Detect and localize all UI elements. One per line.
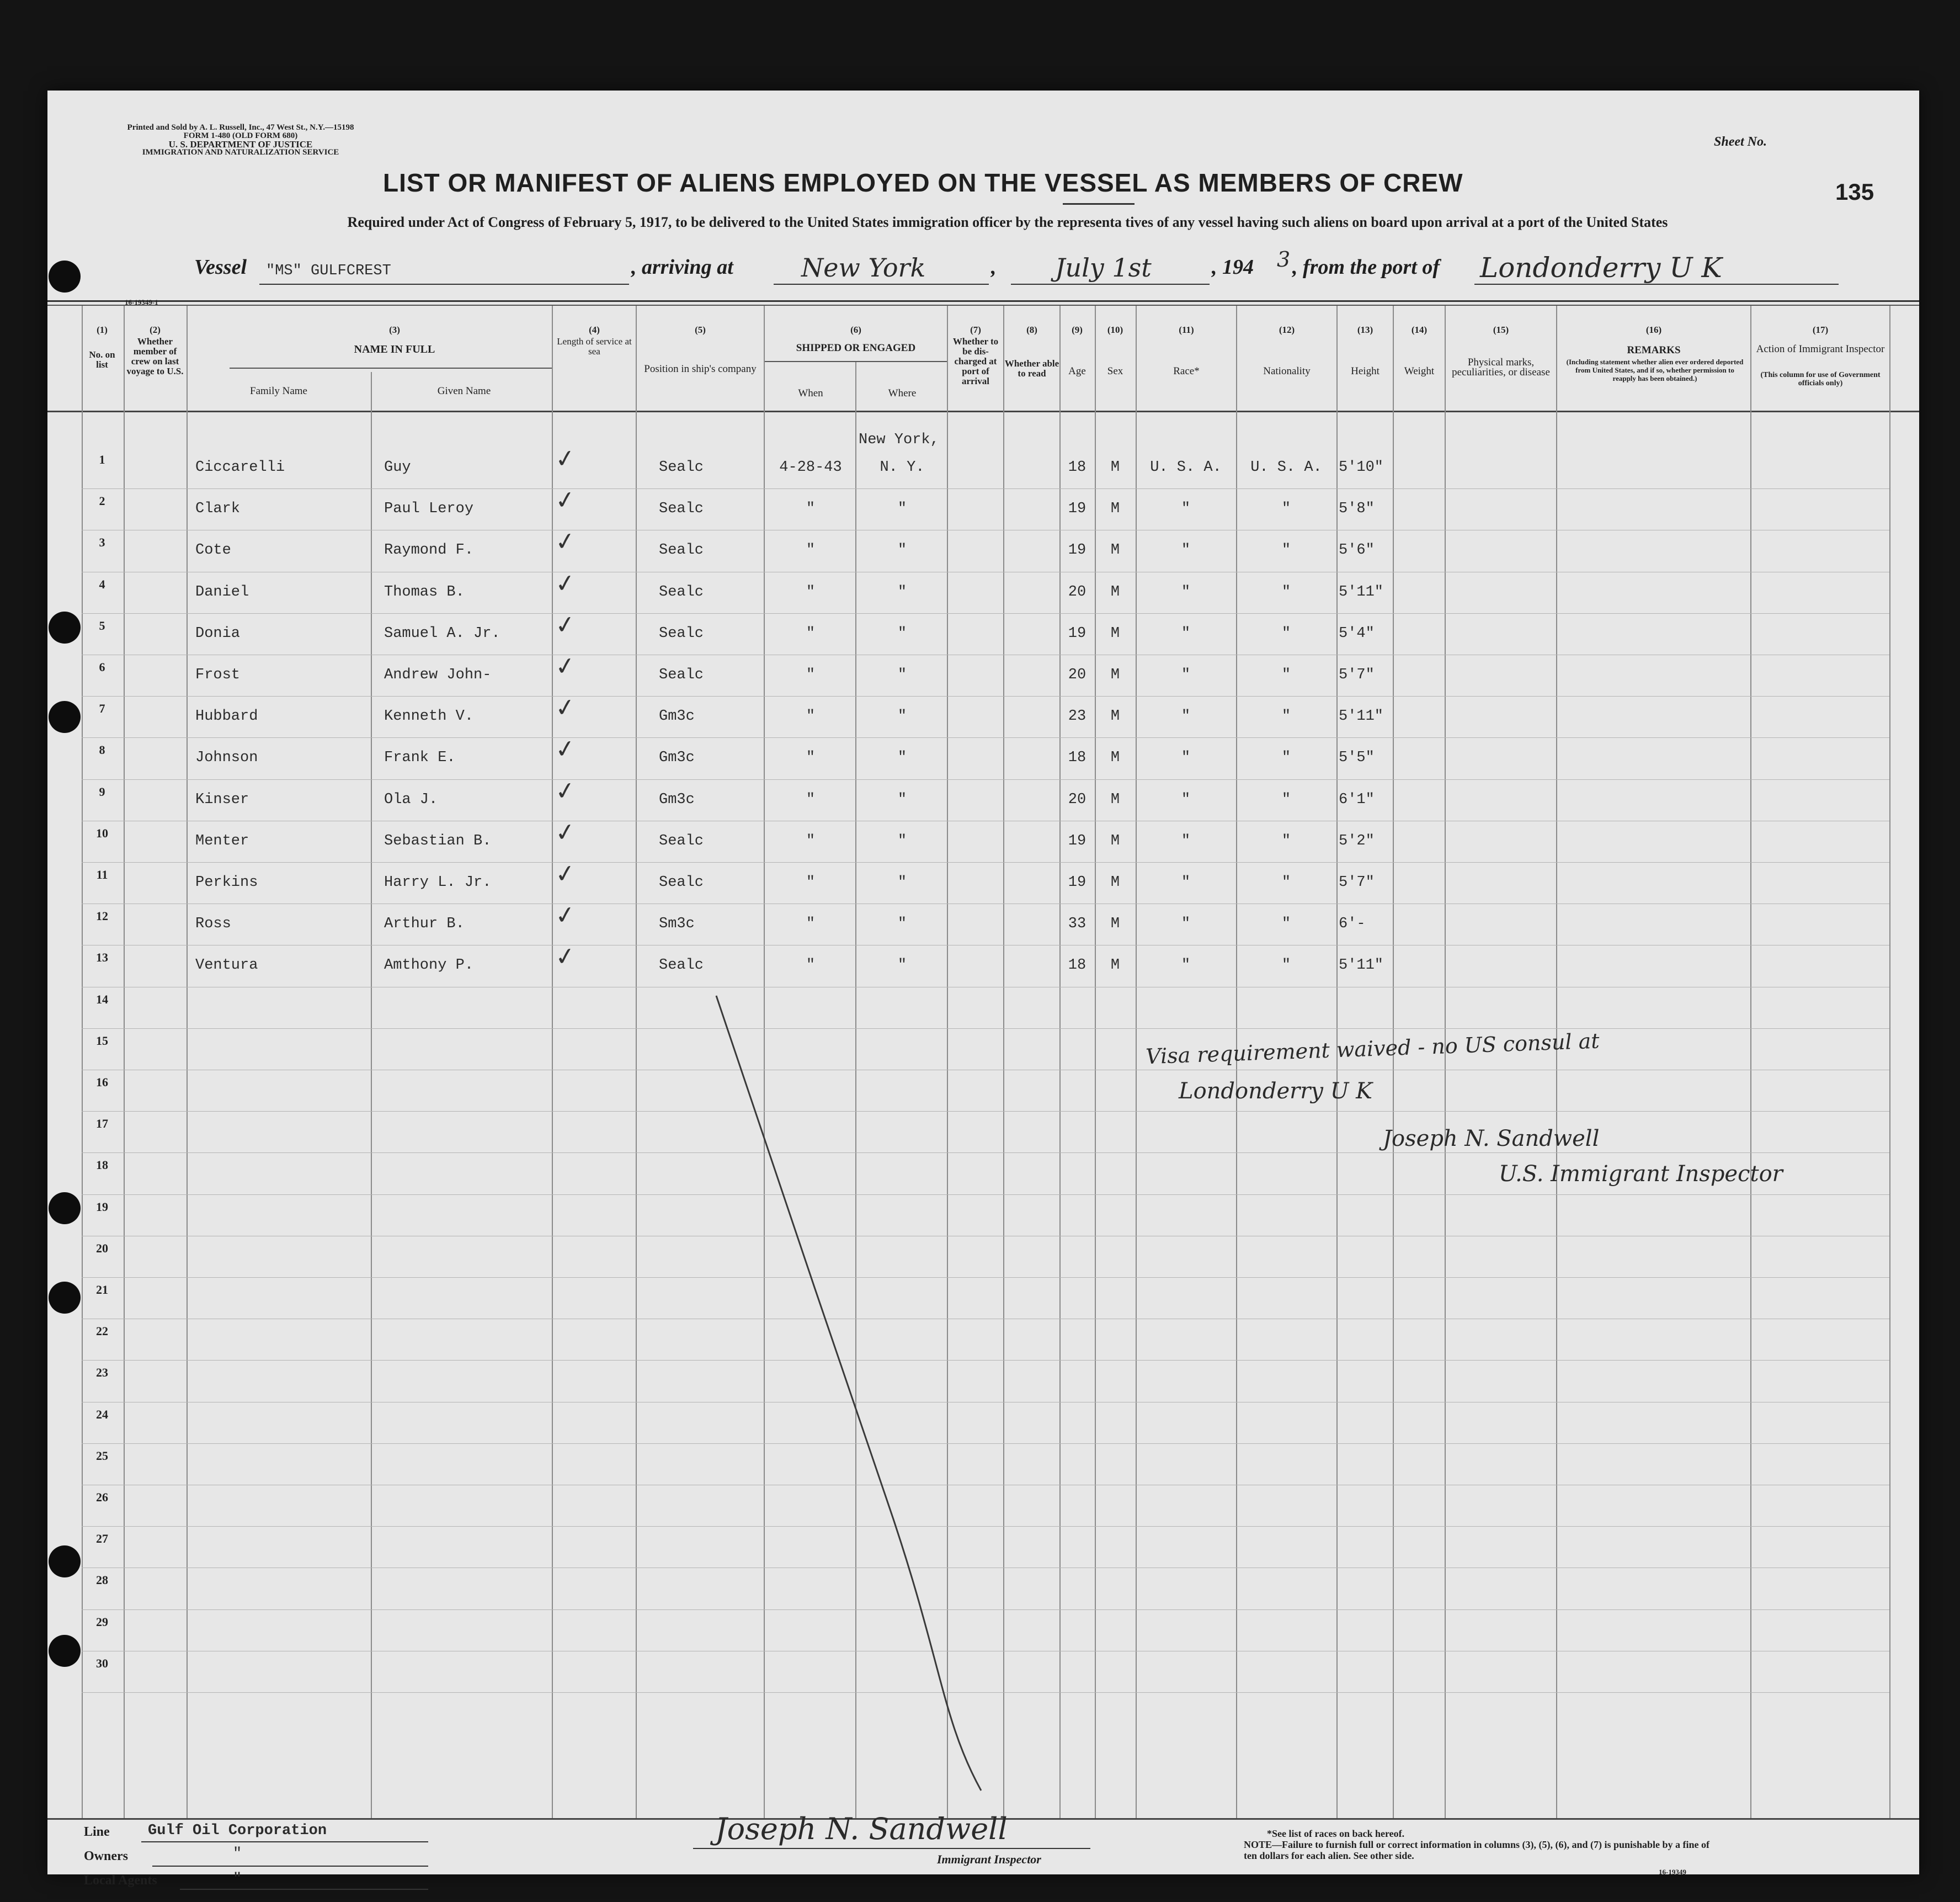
- printer-info: [86, 124, 395, 157]
- races-note: *See list of races on back hereof.: [1267, 1828, 1405, 1839]
- row-number: 19: [96, 1200, 108, 1214]
- age: 20: [1068, 791, 1086, 808]
- checkmark-icon: ✓: [553, 485, 578, 516]
- sex: M: [1110, 708, 1120, 725]
- header-position: Position in ship's company: [644, 363, 757, 375]
- binder-hole: [49, 1545, 81, 1577]
- row-number: 13: [96, 950, 108, 964]
- family-name: Clark: [195, 501, 241, 517]
- header-inspector-action: Action of Immigrant Inspector: [1756, 343, 1885, 355]
- header-where: Where: [888, 387, 917, 399]
- row-number: 29: [96, 1615, 108, 1629]
- row-number: 23: [96, 1366, 108, 1379]
- service: IMMIGRATION AND NATURALIZATION SERVICE: [142, 148, 339, 157]
- age: 19: [1068, 542, 1086, 559]
- row-rule: [82, 862, 1889, 863]
- position: Gm3c: [659, 791, 695, 808]
- header-weight: Weight: [1404, 365, 1435, 377]
- from-port: Londonderry U K: [1480, 252, 1722, 284]
- shipped-where: N. Y.: [880, 459, 925, 476]
- row-number: 2: [99, 494, 105, 508]
- binder-hole: [49, 612, 81, 644]
- header-last-voyage: Whether member of crew on last voyage to U.S.: [126, 336, 184, 376]
- sex: M: [1110, 957, 1120, 974]
- family-name: Johnson: [195, 750, 258, 766]
- sex: M: [1110, 833, 1120, 849]
- position: Sealc: [659, 625, 704, 642]
- given-name: Kenneth V.: [384, 708, 474, 725]
- arriving-label: , arriving at: [631, 256, 733, 279]
- row-number: 25: [96, 1449, 108, 1463]
- row-number: 24: [96, 1407, 108, 1421]
- sex: M: [1110, 459, 1120, 476]
- row-number: 6: [99, 660, 105, 674]
- row-number: 16: [96, 1075, 108, 1089]
- row-number: 5: [99, 619, 105, 633]
- header-age: Age: [1068, 365, 1086, 377]
- nationality: ": [1281, 708, 1291, 725]
- family-name: Menter: [195, 833, 249, 849]
- height: 5'8": [1339, 501, 1375, 517]
- height: 5'10": [1339, 459, 1384, 476]
- row-number: 14: [96, 992, 108, 1006]
- header-height: Height: [1351, 365, 1380, 377]
- arriving-port: New York: [801, 253, 926, 283]
- form-code-footer: 16-19349: [1659, 1868, 1686, 1876]
- age: 19: [1068, 625, 1086, 642]
- department: U. S. DEPARTMENT OF JUSTICE: [168, 139, 313, 150]
- row-rule: [82, 1526, 1889, 1527]
- penalty-note: NOTE—Failure to furnish full or correct information in columns (3), (5), (6), and (7) is punishable by a fine of ten dollars for each alien. See other side.: [1244, 1839, 1710, 1861]
- row-rule: [82, 488, 1889, 489]
- binder-hole: [49, 261, 81, 293]
- checkmark-icon: ✓: [553, 692, 578, 724]
- position: Sealc: [659, 667, 704, 683]
- shipped-where: ": [897, 542, 907, 559]
- position: Sealc: [659, 542, 704, 559]
- row-number: 4: [99, 577, 105, 591]
- shipped-where: ": [897, 625, 907, 642]
- family-name: Perkins: [195, 874, 258, 891]
- header-number: No. on list: [89, 349, 115, 370]
- shipped-when: ": [806, 667, 816, 683]
- race: ": [1181, 625, 1191, 642]
- header-when: When: [798, 387, 823, 399]
- manifest-sheet: Printed and Sold by A. L. Russell, Inc., 47 West St., N.Y.—15198 FORM 1-480 (OLD FORM 680) U. S. DEPARTMENT OF JUSTICE IMMIGRATION AND NATURALIZATION SERVICE Sheet No. 135 LIST OR MANIFEST OF ALIENS EMPLOYED ON THE VESSEL AS MEMBERS OF CREW Required under Act of Congress of February 5, 1917, to be delivered to the United States immigration officer by the representa tives of any vessel having such aliens on board upon arrival at a port of the United States Vessel "MS" GULFCREST , arriving at New York , July 1st , 194 3 , from the port of Londonderry U K 16-19349-1 (1) No. on list (2) Whether member of crew on last voyage to U.S. (3) NAME IN FULL Family Name Given Name (4) Length of service at sea (5) Position in ship's company (6) SHIPPED OR ENGAGED When Where (7) Whether to be dis-charged at port of arrival (8) Whether able to read (9) Age (10) Sex (11) Race* (12) Nationality (13) Height (14) Weight (15) Physical marks, peculiarities, or disease (16) REMARKS (Including statement whether alien ever ordered deported from United States, and if so, whether permission to reapply has been obtained.) (17) Action of Immigrant Inspector (This column for use of Government officials only) 1 2 3 4 5 6 7 8 9 10 11 12 13 14 15 16 17 18 19 20 21 22 23 24 25 26 27 28 29 30 New York, Ciccarelli Guy Sealc 4-28-43 N. Y. 18 M U. S. A. U. S. A. 5'10" ✓ Clark Paul Leroy Sealc " " 19 M " " 5'8" ✓ Cote Raymond F. Sealc " " 19 M " " 5'6" ✓ Daniel Thomas B. Sealc " " 20 M " " 5'11" ✓ Donia Samuel A. Jr. Sealc " " 19 M " " 5'4" ✓ Frost Andrew John- Sealc " " 20 M " " 5'7" ✓ Hubbard Kenneth V. Gm3c " " 23 M " " 5'11" ✓ Johnson Frank E. Gm3c " " 18 M " " 5'5" ✓ Kinser Ola J. Gm3c " " 20 M " " 6'1" ✓ Menter Sebastian B. Sealc " " 19 M " " 5'2" ✓ Perkins Harry L. Jr. Sealc " " 19 M " " 5'7" ✓ Ross Arthur B. Sm3c " " 33 M " " 6'- ✓ Ventura Amthony P. Sealc " " 18 M " " 5'11" ✓ Visa requirement waived - no US consul at Londonderry U K Joseph N. Sandwell U.S. Immigrant Inspector Line Gulf Oil Corporation Owners " Local Agents " Joseph N. Sandwell Immigrant Inspector *See list of races on back hereof. NOTE—Failure to furnish full or correct information in columns (3), (5), (6), and (7) is punishable by a fine of ten dollars for each alien. See other side. 16-19349: [47, 91, 1919, 1874]
- height: 5'6": [1339, 542, 1375, 559]
- checkmark-icon: ✓: [553, 775, 578, 807]
- row-rule: [82, 1028, 1889, 1029]
- checkmark-icon: ✓: [553, 568, 578, 599]
- header-name-in-full: NAME IN FULL: [354, 343, 435, 355]
- nationality: ": [1281, 667, 1291, 683]
- agents-label: Local Agents: [84, 1873, 157, 1888]
- shipped-when: ": [806, 916, 816, 932]
- row-rule: [82, 1194, 1889, 1195]
- position: Gm3c: [659, 708, 695, 725]
- height: 6'1": [1339, 791, 1375, 808]
- height: 5'7": [1339, 667, 1375, 683]
- row-number: 8: [99, 743, 105, 757]
- from-label: , from the port of: [1292, 256, 1440, 279]
- header-shipped-or-engaged: SHIPPED OR ENGAGED: [796, 342, 916, 354]
- row-number: 22: [96, 1324, 108, 1338]
- family-name: Ross: [195, 916, 231, 932]
- family-name: Hubbard: [195, 708, 258, 725]
- remark-line-1: Visa requirement waived - no US consul at: [1145, 1028, 1600, 1069]
- shipped-when: ": [806, 874, 816, 891]
- race: ": [1181, 791, 1191, 808]
- given-name: Ola J.: [384, 791, 438, 808]
- height: 5'11": [1339, 957, 1384, 974]
- family-name: Daniel: [195, 584, 249, 601]
- row-rule: [82, 696, 1889, 697]
- checkmark-icon: ✓: [553, 858, 578, 890]
- race: ": [1181, 916, 1191, 932]
- shipped-where: ": [897, 708, 907, 725]
- arrival-date: July 1st: [1055, 253, 1152, 283]
- shipped-when: ": [806, 957, 816, 974]
- shipped-where: ": [897, 584, 907, 601]
- row-number: 21: [96, 1283, 108, 1297]
- row-number: 9: [99, 785, 105, 799]
- age: 20: [1068, 667, 1086, 683]
- where-heading: New York,: [859, 432, 939, 448]
- checkmark-icon: ✓: [553, 900, 578, 931]
- row-rule: [82, 613, 1889, 614]
- document-title: LIST OR MANIFEST OF ALIENS EMPLOYED ON THE VESSEL AS MEMBERS OF CREW: [383, 168, 1463, 197]
- inspector-signature: Joseph N. Sandwell: [715, 1811, 1008, 1846]
- age: 23: [1068, 708, 1086, 725]
- header-physical-marks: Physical marks, peculiarities, or disease: [1452, 357, 1550, 378]
- given-name: Arthur B.: [384, 916, 465, 932]
- shipped-when: ": [806, 625, 816, 642]
- sheet-label: Sheet No.: [1714, 135, 1767, 149]
- family-name: Donia: [195, 625, 241, 642]
- shipped-where: ": [897, 874, 907, 891]
- height: 5'5": [1339, 750, 1375, 766]
- height: 5'11": [1339, 708, 1384, 725]
- nationality: ": [1281, 501, 1291, 517]
- given-name: Raymond F.: [384, 542, 474, 559]
- row-rule: [82, 1152, 1889, 1153]
- shipped-where: ": [897, 667, 907, 683]
- nationality: ": [1281, 750, 1291, 766]
- given-name: Frank E.: [384, 750, 456, 766]
- binder-hole: [49, 1192, 81, 1224]
- row-number: 26: [96, 1490, 108, 1504]
- nationality: U. S. A.: [1250, 459, 1322, 476]
- nationality: ": [1281, 625, 1291, 642]
- position: Sealc: [659, 874, 704, 891]
- position: Sealc: [659, 459, 704, 476]
- nationality: ": [1281, 791, 1291, 808]
- header-able-to-read: Whether able to read: [1004, 358, 1059, 379]
- race: ": [1181, 833, 1191, 849]
- position: Sealc: [659, 501, 704, 517]
- position: Sealc: [659, 584, 704, 601]
- family-name: Ventura: [195, 957, 258, 974]
- age: 19: [1068, 874, 1086, 891]
- checkmark-icon: ✓: [553, 734, 578, 765]
- family-name: Frost: [195, 667, 241, 683]
- checkmark-icon: ✓: [553, 817, 578, 848]
- row-number: 28: [96, 1573, 108, 1587]
- given-name: Amthony P.: [384, 957, 474, 974]
- nationality: ": [1281, 833, 1291, 849]
- sex: M: [1110, 625, 1120, 642]
- shipped-where: ": [897, 957, 907, 974]
- sex: M: [1110, 501, 1120, 517]
- sex: M: [1110, 916, 1120, 932]
- shipped-when: ": [806, 501, 816, 517]
- checkmark-icon: ✓: [553, 526, 578, 557]
- family-name: Ciccarelli: [195, 459, 285, 476]
- year-suffix: 3: [1277, 247, 1291, 272]
- age: 18: [1068, 957, 1086, 974]
- inspector-label: Immigrant Inspector: [937, 1852, 1041, 1866]
- shipped-when: ": [806, 708, 816, 725]
- header-given-name: Given Name: [437, 385, 491, 397]
- height: 5'7": [1339, 874, 1375, 891]
- row-number: 12: [96, 909, 108, 923]
- age: 19: [1068, 501, 1086, 517]
- row-number: 15: [96, 1034, 108, 1048]
- age: 20: [1068, 584, 1086, 601]
- checkmark-icon: ✓: [553, 443, 578, 475]
- given-name: Samuel A. Jr.: [384, 625, 500, 642]
- nationality: ": [1281, 916, 1291, 932]
- sex: M: [1110, 542, 1120, 559]
- race: ": [1181, 708, 1191, 725]
- row-rule: [82, 1360, 1889, 1361]
- shipped-where: ": [897, 750, 907, 766]
- shipped-when: ": [806, 584, 816, 601]
- row-rule: [82, 779, 1889, 780]
- position: Gm3c: [659, 750, 695, 766]
- row-number: 30: [96, 1656, 108, 1670]
- age: 18: [1068, 459, 1086, 476]
- row-rule: [82, 1277, 1889, 1278]
- given-name: Harry L. Jr.: [384, 874, 492, 891]
- given-name: Sebastian B.: [384, 833, 492, 849]
- row-number: 18: [96, 1158, 108, 1172]
- sex: M: [1110, 874, 1120, 891]
- owners-value: ": [233, 1846, 242, 1862]
- family-name: Cote: [195, 542, 231, 559]
- sex: M: [1110, 667, 1120, 683]
- remark-line-2: Londonderry U K: [1179, 1078, 1372, 1104]
- nationality: ": [1281, 584, 1291, 601]
- nationality: ": [1281, 542, 1291, 559]
- binder-hole: [49, 1635, 81, 1667]
- document-subtitle: Required under Act of Congress of February 5, 1917, to be delivered to the United States immigration officer by the representa tives of any vessel having such aliens on board upon arrival at a port of the United States: [347, 214, 1668, 230]
- checkmark-icon: ✓: [553, 609, 578, 641]
- race: ": [1181, 584, 1191, 601]
- header-race: Race*: [1173, 365, 1200, 377]
- height: 5'2": [1339, 833, 1375, 849]
- sex: M: [1110, 791, 1120, 808]
- position: Sealc: [659, 957, 704, 974]
- shipped-where: ": [897, 916, 907, 932]
- row-number: 1: [99, 453, 105, 466]
- shipped-when: ": [806, 542, 816, 559]
- row-rule: [82, 1111, 1889, 1112]
- race: ": [1181, 874, 1191, 891]
- row-number: 7: [99, 702, 105, 715]
- given-name: Thomas B.: [384, 584, 465, 601]
- row-number: 3: [99, 535, 105, 549]
- row-rule: [82, 1443, 1889, 1444]
- sex: M: [1110, 584, 1120, 601]
- age: 33: [1068, 916, 1086, 932]
- row-number: 17: [96, 1117, 108, 1130]
- given-name: Andrew John-: [384, 667, 492, 683]
- row-number: 11: [96, 868, 108, 881]
- race: ": [1181, 501, 1191, 517]
- race: ": [1181, 750, 1191, 766]
- height: 6'-: [1339, 916, 1366, 932]
- shipped-when: ": [806, 750, 816, 766]
- family-name: Kinser: [195, 791, 249, 808]
- remark-signature: Joseph N. Sandwell: [1383, 1126, 1600, 1151]
- header-family-name: Family Name: [250, 385, 307, 397]
- row-rule: [82, 737, 1889, 738]
- shipped-when: ": [806, 833, 816, 849]
- binder-hole: [49, 1282, 81, 1314]
- form-number: FORM 1-480 (OLD FORM 680): [183, 131, 298, 140]
- year-prefix: , 194: [1212, 256, 1254, 279]
- vessel-line: Vessel "MS" GULFCREST , arriving at New York , July 1st , 194 3 , from the port of Londonderry U K: [194, 255, 1850, 288]
- header-remarks: REMARKS: [1627, 344, 1681, 356]
- vessel-name: "MS" GULFCREST: [266, 263, 391, 279]
- nationality: ": [1281, 957, 1291, 974]
- header-inspector-note: (This column for use of Government officials only): [1760, 371, 1881, 387]
- nationality: ": [1281, 874, 1291, 891]
- position: Sealc: [659, 833, 704, 849]
- race: ": [1181, 542, 1191, 559]
- binder-hole: [49, 701, 81, 733]
- sheet-number: 135: [1835, 179, 1874, 205]
- race: ": [1181, 667, 1191, 683]
- height: 5'11": [1339, 584, 1384, 601]
- header-sex: Sex: [1107, 365, 1123, 377]
- position: Sm3c: [659, 916, 695, 932]
- shipped-where: ": [897, 791, 907, 808]
- given-name: Paul Leroy: [384, 501, 474, 517]
- given-name: Guy: [384, 459, 411, 476]
- printer-line: Printed and Sold by A. L. Russell, Inc., 47 West St., N.Y.—15198: [127, 123, 354, 132]
- header-length-of-service: Length of service at sea: [557, 336, 632, 357]
- row-rule: [82, 1609, 1889, 1610]
- header-discharged: Whether to be dis-charged at port of arrival: [952, 336, 999, 386]
- remark-title: U.S. Immigrant Inspector: [1499, 1161, 1783, 1187]
- sex: M: [1110, 750, 1120, 766]
- shipped-where: ": [897, 501, 907, 517]
- row-number: 10: [96, 826, 108, 840]
- age: 19: [1068, 833, 1086, 849]
- row-rule: [82, 1692, 1889, 1693]
- line-label: Line: [84, 1825, 110, 1839]
- shipped-where: ": [897, 833, 907, 849]
- line-value: Gulf Oil Corporation: [148, 1823, 327, 1839]
- race: ": [1181, 957, 1191, 974]
- row-number: 20: [96, 1241, 108, 1255]
- age: 18: [1068, 750, 1086, 766]
- form-code: 16-19349-1: [125, 298, 158, 306]
- height: 5'4": [1339, 625, 1375, 642]
- checkmark-icon: ✓: [553, 941, 578, 973]
- checkmark-icon: ✓: [553, 651, 578, 682]
- agents-value: ": [233, 1871, 242, 1888]
- shipped-when: 4-28-43: [779, 459, 842, 476]
- header-remarks-note: (Including statement whether alien ever ordered deported from United States, and if so, whether permission to reapply has been obtained.): [1566, 358, 1744, 382]
- header-nationality: Nationality: [1263, 365, 1311, 377]
- row-number: 27: [96, 1532, 108, 1545]
- shipped-when: ": [806, 791, 816, 808]
- vessel-label: Vessel: [194, 256, 247, 279]
- owners-label: Owners: [84, 1849, 128, 1863]
- race: U. S. A.: [1150, 459, 1222, 476]
